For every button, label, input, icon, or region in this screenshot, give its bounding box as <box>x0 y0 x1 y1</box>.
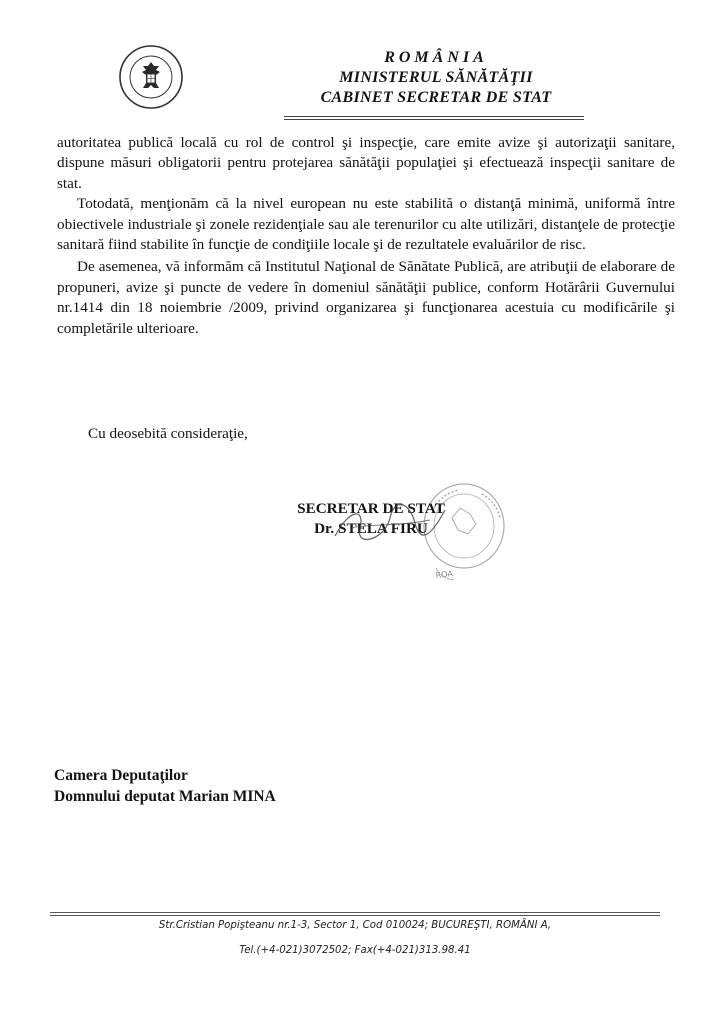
recipient-person: Domnului deputat Marian MINA <box>54 788 276 805</box>
letter-body <box>57 133 675 339</box>
footer-contact: Tel.(+4-021)3072502; Fax(+4-021)313.98.41 <box>239 945 471 956</box>
paragraph-2: Totodată, menţionăm că la nivel european nu este stabilită o distanţă minimă, uniformă între obiectivele industriale şi zonele rezidenţiale sau ale terenurilor cu alte utilizări, distanţele de protecţie sanitară fiind stabilite în funcţie de condiţiile locale şi de rezultatele evaluărilor de risc. <box>57 195 675 254</box>
letterhead <box>296 48 576 108</box>
recipient-block <box>54 765 276 807</box>
footer <box>50 920 660 957</box>
footer-address: Str.Cristian Popişteanu nr.1-3, Sector 1, Cod 010024; BUCUREŞTI, ROMÂNI A, <box>158 920 552 931</box>
closing-salutation: Cu deosebită consideraţie, <box>88 425 248 442</box>
letterhead-cabinet: CABINET SECRETAR DE STAT <box>320 89 552 106</box>
paragraph-1: autoritatea publică locală cu rol de control şi inspecţie, care emite avize şi autorizaţii sanitare, dispune măsuri obligatorii pentru protejarea sănătăţii populaţiei şi efectuează inspecţii sanitare de stat. <box>57 134 675 192</box>
signatory-title: SECRETAR DE STAT <box>297 500 445 517</box>
footer-divider <box>50 912 660 916</box>
header-divider <box>284 116 584 120</box>
letterhead-ministry: MINISTERUL SĂNĂTĂŢII <box>339 69 533 86</box>
svg-text:ROA: ROA <box>435 569 454 580</box>
handwritten-signature <box>330 498 450 548</box>
recipient-institution: Camera Deputaţilor <box>54 767 188 784</box>
government-emblem-icon <box>118 44 184 110</box>
paragraph-3: De asemenea, vă informăm că Institutul Naţional de Sănătate Publică, are atribuţii de elaborare de propuneri, avize şi puncte de vedere în domeniul sănătăţii publice, conform Hotărârii Guvernului nr.1414 din 18 noiembrie /2009, privind organizarea şi funcţionarea acestuia cu modificările şi completările ulterioare. <box>57 258 675 337</box>
signatory-name: Dr. STELA FIRU <box>314 520 428 537</box>
letterhead-country: ROMÂNIA <box>384 49 488 66</box>
